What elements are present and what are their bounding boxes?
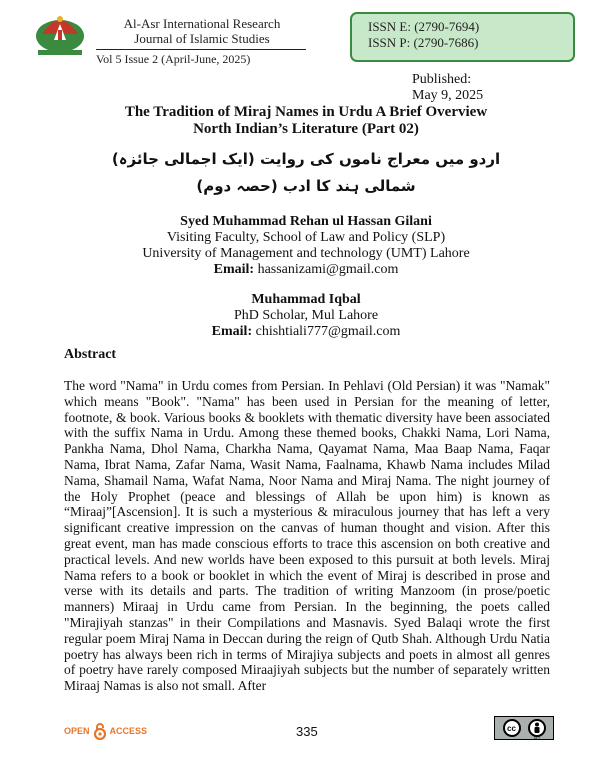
author1-name: Syed Muhammad Rehan ul Hassan Gilani bbox=[180, 214, 432, 229]
open-access-logo bbox=[64, 722, 147, 740]
author1-affiliation bbox=[60, 230, 552, 278]
page-number: 335 bbox=[296, 724, 318, 739]
published-date: May 9, 2025 bbox=[412, 88, 484, 103]
issn-print: ISSN P: (2790-7686) bbox=[368, 35, 479, 50]
issn-box bbox=[350, 12, 575, 62]
journal-logo bbox=[32, 10, 88, 56]
journal-name-line1: Al-Asr International Research bbox=[123, 16, 281, 31]
author2-affiliation bbox=[60, 308, 552, 340]
author2-email-label: Email: bbox=[211, 324, 253, 339]
author2-email[interactable]: chishtiali777@gmail.com bbox=[255, 324, 401, 339]
author1-email[interactable]: hassanizami@gmail.com bbox=[257, 262, 399, 277]
author2-email-line bbox=[60, 324, 552, 340]
urdu-title-line2: شمالی ہند کا ادب (حصہ دوم) bbox=[196, 177, 416, 195]
author1-email-label: Email: bbox=[213, 262, 255, 277]
paper-title-line2: North Indian’s Literature (Part 02) bbox=[193, 121, 419, 137]
paper-title-line1: The Tradition of Miraj Names in Urdu A Brief Overview bbox=[124, 104, 488, 120]
cc-license-badge[interactable] bbox=[494, 716, 554, 740]
issue-info: Vol 5 Issue 2 (April-June, 2025) bbox=[96, 52, 251, 66]
paper-title bbox=[60, 104, 552, 138]
urdu-title-line1: اردو میں معراج ناموں کی روایت (ایک اجمالی جائزہ) bbox=[111, 150, 501, 168]
author1-institution: University of Management and technology (UMT) Lahore bbox=[142, 246, 470, 261]
journal-name bbox=[96, 16, 308, 46]
published-info bbox=[412, 72, 483, 104]
open-access-label-left: OPEN bbox=[64, 726, 90, 736]
author2-position: PhD Scholar, Mul Lahore bbox=[233, 308, 379, 323]
open-lock-icon bbox=[93, 722, 107, 740]
journal-name-line2: Journal of Islamic Studies bbox=[134, 31, 270, 46]
author1-email-line bbox=[60, 262, 552, 278]
published-label: Published: bbox=[412, 72, 472, 87]
journal-divider bbox=[96, 49, 306, 50]
open-access-label-right: ACCESS bbox=[109, 726, 148, 736]
author2-name: Muhammad Iqbal bbox=[251, 292, 361, 307]
issn-electronic: ISSN E: (2790-7694) bbox=[368, 19, 480, 34]
abstract-text: The word "Nama" in Urdu comes from Persian. In Pehlavi (Old Persian) it was "Namak" which means "Book". "Nama" has been used in Persian for the meaning of letter, footnote, & book. Various books & booklets with thematic diversity have been associated with the suffix Nama in Urdu. Among these themed books, Chakki Nama, Lori Nama, Pankha Nama, Dhol Nama, Charkha Nama, Qayamat Nama, Maa Baap Nama, Faqar Nama, Ibrat Nama, Zafar Nama, Wasit Nama, Faalnama, Khawb Nama includes Milad Nama, Shamail Nama, Wafat Nama, Noor Nama and Miraj Nama. The night journey of the Holy Prophet (peace and blessings of Allah be upon him) is known as “Miraaj”[Ascension]. It is such a mysterious & miraculous journey that has left a very significant creative impression on the canvas of human thought and vision. After this great event, man has made conscious efforts to trace this ascension on both creative and practical levels. And new worlds have been exposed to this pursuit at both levels. Miraj Nama refers to a book or booklet in which the event of Miraj is described in prose and verse with its details and parts. The tradition of writing Manzoom (in prose/poetic manners) Miraaj in Urdu came from Persian. In the beginning, the poets called "Mirajiyah stanzas" in their Compilations and Masnavis. Syed Balaqi wrote the first regular poem Miraj Nama in Deccan during the reign of Qutb Shah. Although Urdu Natia poetry has always been rich in terms of Mirajiya subjects and poets in almost all genres of poetry have rarely composed Miraajiyah subjects but the number of separately written Miraaj Namas is also not small. After bbox=[64, 378, 550, 694]
author1-position: Visiting Faculty, School of Law and Policy (SLP) bbox=[166, 230, 446, 245]
creative-commons-icon: cc bbox=[503, 719, 521, 737]
license-by-label: BY bbox=[534, 735, 541, 741]
abstract-heading: Abstract bbox=[64, 347, 117, 362]
